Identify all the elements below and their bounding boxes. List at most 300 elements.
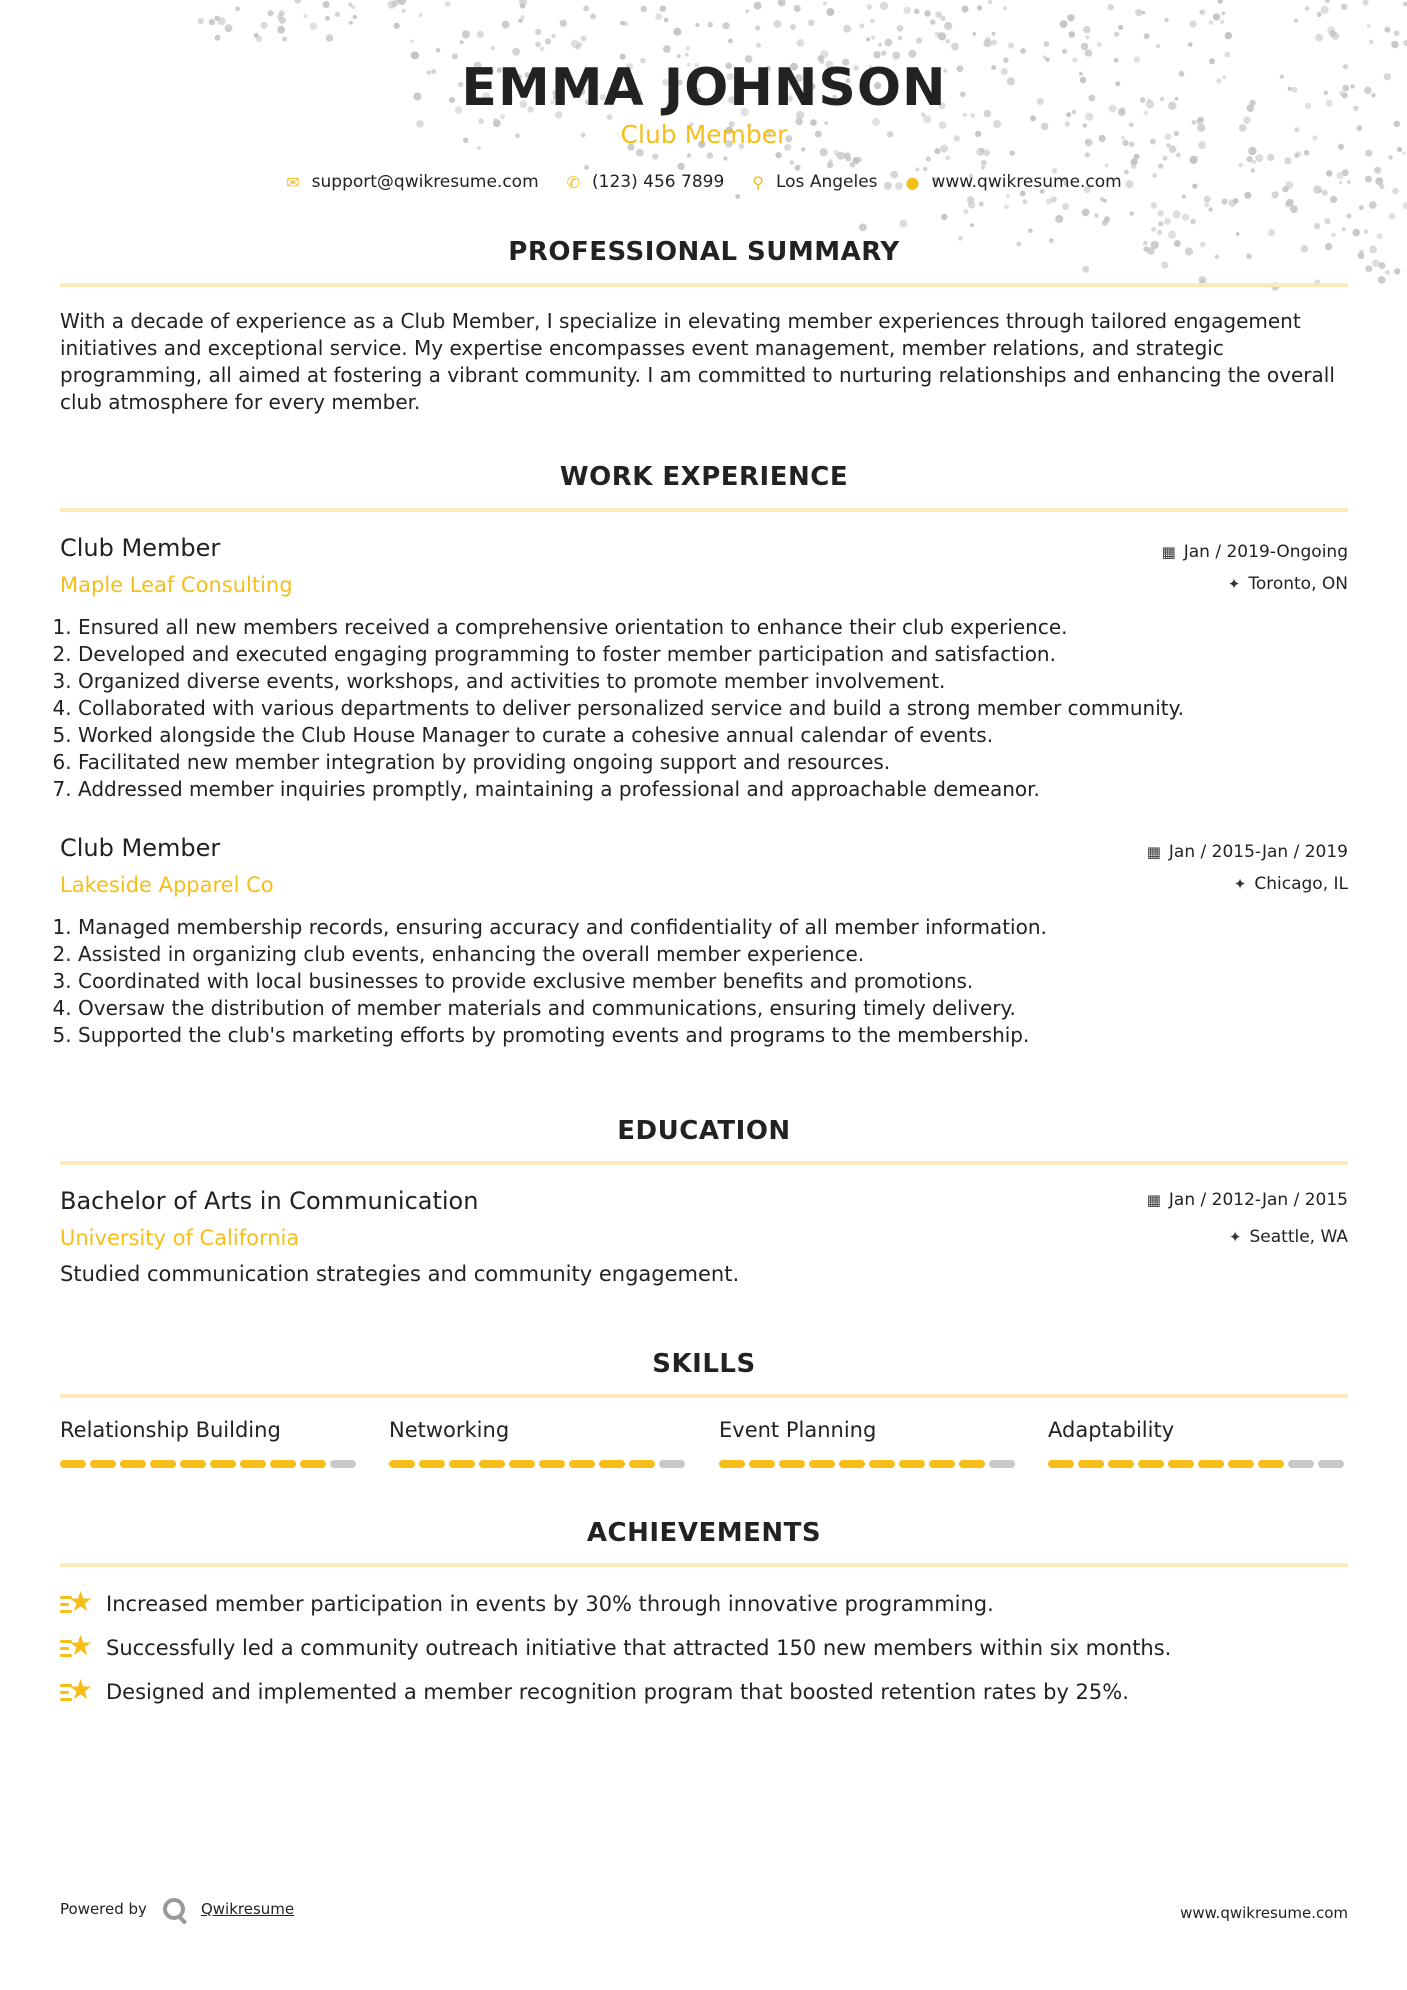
decorative-dot (261, 22, 268, 29)
decorative-dot (623, 22, 627, 26)
decorative-dot (410, 40, 414, 44)
decorative-dot (1151, 202, 1157, 208)
pushpin-icon: ✦ (1227, 575, 1241, 593)
job-bullets (60, 914, 1366, 1049)
achievements-divider (60, 1563, 1348, 1567)
decorative-dot (979, 202, 984, 207)
skill-rating-segment (1288, 1460, 1314, 1468)
envelope-icon: ✉ (286, 172, 300, 192)
decorative-dot (310, 23, 318, 31)
decorative-dot (326, 34, 334, 42)
skill-name: Adaptability (1048, 1418, 1175, 1442)
decorative-dot (502, 21, 510, 29)
decorative-dot (1402, 151, 1406, 155)
decorative-dot (1193, 156, 1198, 161)
decorative-dot (871, 36, 875, 40)
skill-name: Relationship Building (60, 1418, 281, 1442)
decorative-dot (728, 39, 733, 44)
decorative-dot (1044, 41, 1050, 47)
decorative-dot (325, 16, 330, 21)
decorative-dot (402, 9, 406, 13)
decorative-dot (1369, 246, 1377, 254)
decorative-dot (1114, 32, 1119, 37)
decorative-dot (1290, 205, 1298, 213)
decorative-dot (1199, 10, 1203, 14)
decorative-dot (915, 167, 919, 171)
skill-rating-segment (1048, 1460, 1074, 1468)
decorative-dot (1384, 73, 1391, 80)
decorative-dot (1365, 176, 1372, 183)
decorative-dot (294, 0, 301, 4)
decorative-dot (477, 31, 484, 38)
skill-rating-segment (569, 1460, 595, 1468)
skill-rating-segment (749, 1460, 775, 1468)
decorative-dot (745, 9, 749, 13)
decorative-dot (1350, 84, 1354, 88)
decorative-dot (279, 17, 286, 24)
decorative-dot (353, 15, 357, 19)
job-title: Club Member (60, 834, 221, 862)
summary-heading: PROFESSIONAL SUMMARY (508, 237, 900, 267)
decorative-dot (1392, 188, 1399, 195)
decorative-dot (1329, 30, 1336, 37)
decorative-dot (972, 32, 976, 36)
decorative-dot (535, 29, 541, 35)
decorative-dot (1364, 87, 1371, 94)
contact-email[interactable]: ✉ support@qwikresume.com (286, 172, 539, 192)
decorative-dot (215, 35, 221, 41)
decorative-dot (1365, 150, 1372, 157)
decorative-dot (1272, 191, 1279, 198)
decorative-dot (1164, 18, 1168, 22)
decorative-dot (1010, 150, 1016, 156)
decorative-dot (916, 37, 922, 43)
decorative-dot (756, 43, 761, 48)
skill-rating-segment (719, 1460, 745, 1468)
decorative-dot (808, 20, 814, 26)
skill-rating-segment (240, 1460, 266, 1468)
education-divider (60, 1161, 1348, 1165)
decorative-dot (673, 28, 681, 36)
decorative-dot (254, 33, 259, 38)
decorative-dot (663, 45, 671, 53)
decorative-dot (1353, 106, 1359, 112)
skill-rating-segment (120, 1460, 146, 1468)
list-item: 6. Facilitated new member integration by providing ongoing support and resources. (78, 749, 1366, 776)
decorative-dot (1055, 215, 1063, 223)
decorative-dot (1108, 4, 1114, 10)
decorative-dot (1182, 195, 1186, 199)
decorative-dot (1182, 214, 1189, 221)
skill-rating-segment (180, 1460, 206, 1468)
decorative-dot (1157, 230, 1162, 235)
decorative-dot (1118, 25, 1123, 30)
list-item: 3. Organized diverse events, workshops, and activities to promote member involvement. (78, 668, 1366, 695)
decorative-dot (992, 32, 996, 36)
skill-rating-segment (449, 1460, 475, 1468)
decorative-dot (828, 159, 832, 163)
globe-icon: ● (905, 172, 920, 192)
contact-website[interactable]: ● www.qwikresume.com (905, 172, 1122, 192)
list-item: 5. Worked alongside the Club House Manager to curate a cohesive annual calendar of events. (78, 722, 1366, 749)
decorative-dot (1097, 42, 1102, 47)
decorative-dot (1267, 154, 1274, 161)
decorative-dot (1325, 0, 1330, 3)
decorative-dot (1372, 260, 1379, 267)
decorative-dot (1083, 26, 1090, 33)
education-description: Studied communication strategies and community engagement. (60, 1262, 740, 1286)
list-item: 4. Collaborated with various departments to deliver personalized service and build a strong member community. (78, 695, 1366, 722)
decorative-dot (951, 43, 959, 51)
list-item: 7. Addressed member inquiries promptly, maintaining a professional and approachable demeanor. (78, 776, 1366, 803)
decorative-dot (898, 36, 903, 41)
decorative-dot (419, 13, 423, 17)
decorative-dot (707, 152, 714, 159)
brand-link[interactable]: Qwikresume (200, 1900, 295, 1918)
decorative-dot (991, 40, 997, 46)
decorative-dot (897, 25, 904, 32)
decorative-dot (1352, 229, 1360, 237)
decorative-dot (1204, 202, 1209, 207)
decorative-dot (900, 220, 908, 228)
skill-rating-segment (659, 1460, 685, 1468)
skill-item (1048, 1418, 1350, 1442)
decorative-dot (1330, 196, 1337, 203)
decorative-dot (790, 160, 795, 165)
decorative-dot (652, 154, 658, 160)
skill-rating-segment (1108, 1460, 1134, 1468)
decorative-dot (967, 196, 975, 204)
decorative-dot (214, 16, 219, 21)
job-dates: ▦ Jan / 2015-Jan / 2019 (1146, 842, 1348, 862)
decorative-dot (977, 5, 982, 10)
decorative-dot (1209, 20, 1214, 25)
skill-item (389, 1418, 691, 1442)
skill-name: Event Planning (719, 1418, 877, 1442)
skill-rating-bar (1048, 1460, 1348, 1468)
decorative-dot (1244, 192, 1251, 199)
job-bullets (60, 614, 1366, 803)
decorative-dot (198, 18, 204, 24)
decorative-dot (540, 47, 545, 52)
skill-rating-segment (210, 1460, 236, 1468)
school-name: University of California (60, 1226, 300, 1250)
decorative-dot (1003, 6, 1007, 10)
decorative-dot (695, 23, 699, 27)
decorative-dot (1176, 153, 1181, 158)
decorative-dot (885, 39, 893, 47)
decorative-dot (1394, 268, 1400, 274)
decorative-dot (1142, 11, 1146, 15)
candidate-name: EMMA JOHNSON (461, 58, 947, 118)
decorative-dot (349, 21, 353, 25)
skill-rating-segment (90, 1460, 116, 1468)
decorative-dot (687, 153, 691, 157)
decorative-dot (282, 37, 287, 42)
decorative-dot (1286, 199, 1294, 207)
decorative-dot (945, 155, 950, 160)
decorative-dot (826, 8, 834, 16)
star-icon: ★ (60, 1678, 92, 1706)
decorative-dot (857, 157, 863, 163)
decorative-dot (535, 42, 541, 48)
decorative-dot (941, 214, 947, 220)
decorative-dot (970, 223, 974, 227)
decorative-dot (685, 53, 689, 57)
achievement-text: Successfully led a community outreach initiative that attracted 150 new members within six months. (106, 1636, 1172, 1660)
decorative-dot (1172, 210, 1180, 218)
decorative-dot (1372, 93, 1376, 97)
achievement-item (60, 1629, 1172, 1662)
decorative-dot (1144, 33, 1150, 39)
decorative-dot (723, 22, 730, 29)
decorative-dot (914, 9, 920, 15)
skills-divider (60, 1394, 1348, 1398)
decorative-dot (1403, 202, 1407, 209)
decorative-dot (512, 48, 520, 56)
decorative-dot (962, 6, 969, 13)
decorative-dot (1364, 229, 1369, 234)
decorative-dot (981, 160, 987, 166)
decorative-dot (1130, 212, 1134, 216)
decorative-dot (1157, 210, 1164, 217)
job-location: ✦ Toronto, ON (1227, 574, 1348, 594)
decorative-dot (1315, 34, 1323, 42)
decorative-dot (935, 11, 942, 18)
decorative-dot (908, 50, 916, 58)
decorative-dot (1190, 20, 1197, 27)
decorative-dot (1314, 223, 1320, 229)
decorative-dot (1378, 276, 1386, 284)
decorative-dot (1239, 163, 1243, 167)
decorative-dot (520, 15, 524, 19)
decorative-dot (268, 10, 274, 16)
decorative-dot (795, 165, 801, 171)
skill-name: Networking (389, 1418, 510, 1442)
footer-website[interactable]: www.qwikresume.com (1180, 1904, 1348, 1922)
phone-icon: ✆ (566, 172, 581, 192)
decorative-dot (1317, 12, 1322, 17)
skill-rating-segment (899, 1460, 925, 1468)
decorative-dot (1105, 164, 1109, 168)
skill-rating-segment (839, 1460, 865, 1468)
skill-rating-segment (1138, 1460, 1164, 1468)
skill-rating-segment (629, 1460, 655, 1468)
decorative-dot (1008, 43, 1014, 49)
decorative-dot (1190, 219, 1196, 225)
decorative-dot (1394, 121, 1400, 127)
skill-rating-bar (60, 1460, 360, 1468)
decorative-dot (1384, 27, 1390, 33)
star-icon: ★ (60, 1634, 92, 1662)
skill-rating-segment (929, 1460, 955, 1468)
decorative-dot (1369, 201, 1377, 209)
map-pin-icon: ⚲ (752, 172, 764, 192)
decorative-dot (1022, 199, 1027, 204)
job-title: Club Member (60, 534, 221, 562)
decorative-dot (1403, 2, 1407, 7)
decorative-dot (664, 18, 668, 22)
footer-powered-by: Powered by Qwikresume (60, 1900, 295, 1918)
decorative-dot (1158, 164, 1163, 169)
decorative-dot (335, 12, 340, 17)
decorative-dot (1229, 199, 1237, 207)
decorative-dot (1342, 227, 1346, 231)
decorative-dot (823, 1, 828, 6)
company-name: Lakeside Apparel Co (60, 873, 274, 897)
skill-rating-segment (1168, 1460, 1194, 1468)
skill-rating-segment (479, 1460, 505, 1468)
calendar-icon: ▦ (1161, 543, 1176, 561)
decorative-dot (583, 5, 589, 11)
decorative-dot (1294, 18, 1298, 22)
decorative-dot (1222, 12, 1226, 16)
decorative-dot (707, 22, 713, 28)
achievement-item (60, 1673, 1129, 1706)
skill-rating-segment (1318, 1460, 1344, 1468)
summary-text: With a decade of experience as a Club Member, I specialize in elevating member experiences through tailored engagement initiatives and exceptional service. My expertise encompasses event management, member relations, and strategic programming, all aimed at fostering a vibrant community. I am committed to nurturing relationships and enhancing the overall club atmosphere for every member. (60, 309, 1335, 414)
list-item: 2. Developed and executed engaging programming to foster member participation and satisfaction. (78, 641, 1366, 668)
contact-location: ⚲ Los Angeles (752, 172, 878, 192)
decorative-dot (988, 0, 992, 4)
decorative-dot (755, 25, 760, 30)
decorative-dot (1204, 196, 1211, 203)
pushpin-icon: ✦ (1228, 1228, 1242, 1246)
decorative-dot (392, 0, 399, 7)
decorative-dot (1220, 20, 1224, 24)
decorative-dot (686, 46, 691, 51)
decorative-dot (460, 40, 464, 44)
achievement-item (60, 1585, 994, 1618)
skill-rating-segment (809, 1460, 835, 1468)
decorative-dot (1284, 157, 1291, 164)
decorative-dot (660, 6, 666, 12)
decorative-dot (1082, 209, 1090, 217)
decorative-dot (1236, 232, 1240, 236)
decorative-dot (551, 34, 555, 38)
skill-rating-segment (300, 1460, 326, 1468)
calendar-icon: ▦ (1146, 1191, 1161, 1209)
decorative-dot (581, 36, 587, 42)
decorative-dot (938, 32, 946, 40)
list-item: 4. Oversaw the distribution of member materials and communications, ensuring timely delivery. (78, 995, 1366, 1022)
list-item: 3. Coordinated with local businesses to provide exclusive member benefits and promotions. (78, 968, 1366, 995)
decorative-dot (1020, 48, 1026, 54)
decorative-dot (930, 20, 935, 25)
decorative-dot (735, 194, 740, 199)
decorative-dot (1134, 154, 1140, 160)
education-heading: EDUCATION (617, 1116, 791, 1146)
decorative-dot (1103, 199, 1107, 203)
skill-rating-segment (1228, 1460, 1254, 1468)
decorative-dot (1367, 24, 1371, 28)
decorative-dot (303, 14, 307, 18)
decorative-dot (1391, 41, 1398, 48)
decorative-dot (1218, 0, 1223, 4)
skill-rating-segment (330, 1460, 356, 1468)
decorative-dot (1085, 152, 1090, 157)
decorative-dot (1046, 198, 1052, 204)
decorative-dot (1062, 203, 1069, 210)
decorative-dot (279, 10, 285, 16)
decorative-dot (1346, 213, 1351, 218)
decorative-dot (1067, 14, 1074, 21)
decorative-dot (1255, 154, 1263, 162)
pushpin-icon: ✦ (1233, 875, 1247, 893)
decorative-dot (773, 20, 781, 28)
decorative-dot (1247, 156, 1253, 162)
decorative-dot (754, 2, 762, 10)
skill-rating-segment (270, 1460, 296, 1468)
decorative-dot (1135, 9, 1142, 16)
decorative-dot (560, 20, 567, 27)
list-item: 5. Supported the club's marketing efforts by promoting events and programs to the membership. (78, 1022, 1366, 1049)
decorative-dot (1397, 147, 1402, 152)
decorative-dot (1363, 0, 1369, 5)
decorative-dot (445, 1, 451, 7)
experience-heading: WORK EXPERIENCE (559, 462, 849, 492)
decorative-dot (209, 19, 215, 25)
decorative-dot (1006, 195, 1010, 199)
achievements-heading: ACHIEVEMENTS (586, 1518, 822, 1548)
decorative-dot (820, 148, 828, 156)
decorative-dot (859, 23, 864, 28)
decorative-dot (1224, 52, 1230, 58)
summary-divider (60, 283, 1348, 287)
decorative-dot (794, 5, 801, 12)
decorative-dot (1209, 207, 1213, 211)
decorative-dot (878, 43, 882, 47)
job-location: ✦ Chicago, IL (1233, 874, 1348, 894)
skill-rating-segment (1258, 1460, 1284, 1468)
decorative-dot (866, 38, 870, 42)
decorative-dot (1104, 216, 1110, 222)
decorative-dot (436, 48, 440, 52)
decorative-dot (1188, 42, 1193, 47)
decorative-dot (636, 149, 644, 157)
list-item: 1. Ensured all new members received a comprehensive orientation to enhance their club experience. (78, 614, 1366, 641)
decorative-dot (1365, 265, 1372, 272)
decorative-dot (1081, 43, 1089, 51)
decorative-dot (1357, 125, 1363, 131)
decorative-dot (641, 6, 647, 12)
decorative-dot (1151, 227, 1156, 232)
skill-rating-segment (419, 1460, 445, 1468)
decorative-dot (843, 25, 851, 33)
decorative-dot (963, 209, 968, 214)
education-dates: ▦ Jan / 2012-Jan / 2015 (1146, 1190, 1348, 1210)
decorative-dot (1324, 218, 1330, 224)
decorative-dot (655, 13, 662, 20)
decorative-dot (323, 1, 330, 8)
contact-bar (60, 172, 1348, 192)
contact-phone[interactable]: ✆ (123) 456 7899 (566, 172, 725, 192)
education-location: ✦ Seattle, WA (1228, 1227, 1348, 1247)
decorative-dot (1225, 32, 1232, 39)
decorative-dot (1394, 30, 1400, 36)
experience-divider (60, 508, 1348, 512)
decorative-dot (924, 10, 931, 17)
decorative-dot (1164, 218, 1171, 225)
skill-item (719, 1418, 1021, 1442)
achievement-text: Increased member participation in events by 30% through innovative programming. (106, 1592, 994, 1616)
decorative-dot (1069, 31, 1076, 38)
decorative-dot (1163, 156, 1168, 161)
decorative-dot (351, 5, 355, 9)
skills-heading: SKILLS (652, 1349, 756, 1379)
decorative-dot (1369, 40, 1374, 45)
decorative-dot (398, 0, 406, 5)
